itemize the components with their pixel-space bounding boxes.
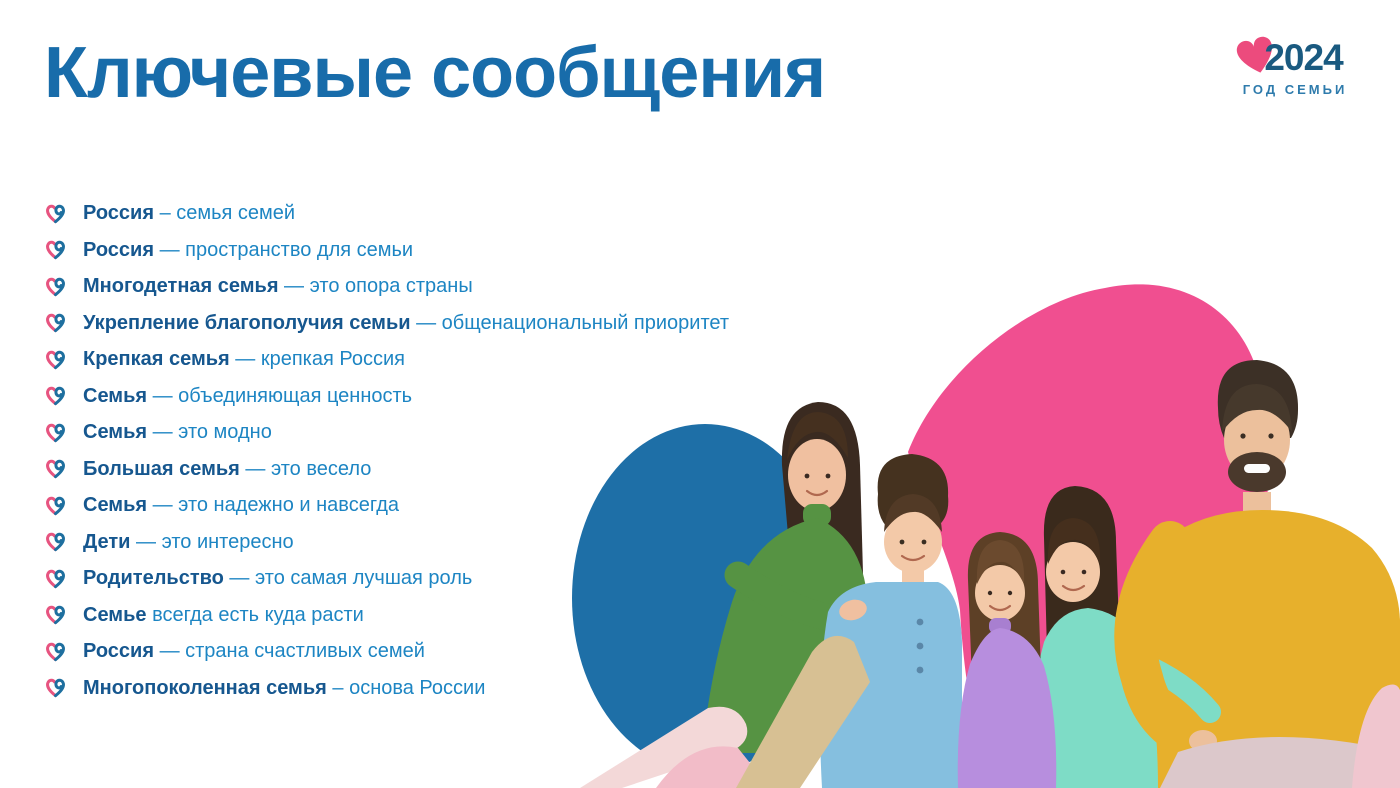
- list-item: [44, 232, 844, 269]
- message-text: Родительство — это самая лучшая роль: [83, 567, 473, 590]
- heart-bullet-icon: [44, 275, 67, 298]
- heart-bullet-icon: [44, 421, 67, 444]
- message-text: Многопоколенная семья – основа России: [83, 676, 486, 699]
- message-text: Укрепление благополучия семьи — общенациональный приоритет: [83, 311, 730, 334]
- logo-year: 2024: [1264, 36, 1343, 78]
- message-text: Дети — это интересно: [83, 530, 294, 553]
- heart-bullet-icon: [44, 676, 67, 699]
- year-of-family-logo: [1222, 34, 1354, 97]
- heart-bullet-icon: [44, 384, 67, 407]
- family-illustration: [560, 280, 1400, 788]
- logo-subtitle: ГОД СЕМЬИ: [1242, 82, 1348, 97]
- heart-bullet-icon: [44, 202, 67, 225]
- heart-bullet-icon: [44, 603, 67, 626]
- message-text: Россия – семья семей: [83, 202, 296, 225]
- message-text: Семье всегда есть куда расти: [83, 603, 364, 626]
- page-title: Ключевые сообщения: [44, 33, 826, 113]
- message-text: Семья — это модно: [83, 421, 272, 444]
- heart-bullet-icon: [44, 348, 67, 371]
- heart-bullet-icon: [44, 530, 67, 553]
- heart-bullet-icon: [44, 567, 67, 590]
- heart-bullet-icon: [44, 311, 67, 334]
- list-item: [44, 195, 844, 232]
- heart-bullet-icon: [44, 640, 67, 663]
- message-text: Семья — это надежно и навсегда: [83, 494, 400, 517]
- heart-bullet-icon: [44, 457, 67, 480]
- heart-bullet-icon: [44, 494, 67, 517]
- message-text: Многодетная семья — это опора страны: [83, 275, 473, 298]
- message-text: Россия — пространство для семьи: [83, 238, 414, 261]
- message-text: Россия — страна счастливых семей: [83, 640, 425, 663]
- message-text: Крепкая семья — крепкая Россия: [83, 348, 405, 371]
- message-text: Семья — объединяющая ценность: [83, 384, 413, 407]
- heart-bullet-icon: [44, 238, 67, 261]
- message-text: Большая семья — это весело: [83, 457, 372, 480]
